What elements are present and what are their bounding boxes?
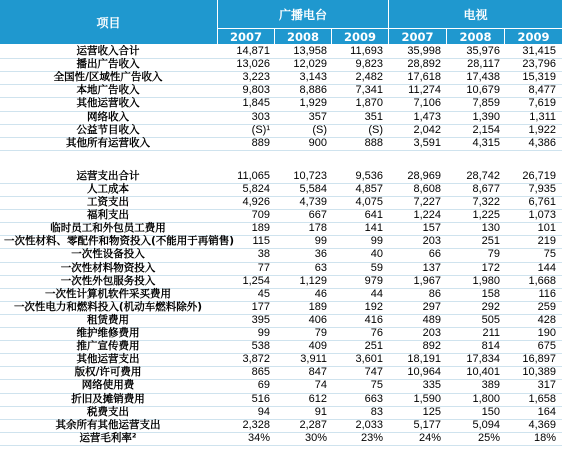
row-value: 3,601: [355, 353, 383, 366]
row-value: 489: [422, 313, 441, 326]
row-value: 5,584: [299, 182, 327, 195]
row-value: 4,926: [242, 196, 270, 208]
row-value: 13,958: [293, 45, 327, 57]
table-row: [0, 111, 562, 124]
table-row: [0, 183, 562, 196]
table-row: [0, 275, 562, 288]
row-value: 1,073: [528, 209, 556, 222]
header-year-label: 2008: [459, 29, 492, 44]
row-value: 747: [364, 366, 383, 379]
table-row: [0, 71, 562, 84]
row-value: 1,390: [472, 110, 500, 123]
row-value: 45: [257, 287, 270, 300]
row-value: 28,892: [407, 58, 441, 71]
header-year-label: 2008: [286, 29, 319, 44]
row-value: 15,319: [522, 71, 556, 84]
row-value: 409: [308, 340, 327, 353]
row-value: 641: [364, 209, 383, 222]
row-value: 1,800: [472, 392, 500, 405]
row-value: 4,075: [355, 196, 383, 208]
table-row: [0, 124, 562, 137]
row-value: 66: [428, 248, 441, 261]
row-value: 3,223: [242, 71, 270, 84]
row-value: 203: [422, 327, 441, 339]
row-value: 24%: [418, 431, 441, 444]
row-value: 7,935: [528, 182, 556, 195]
row-value: 13,026: [236, 58, 270, 71]
table-row: [0, 432, 562, 445]
row-value: 172: [481, 261, 500, 274]
row-value: 892: [422, 340, 441, 353]
row-label: 网络使用费: [81, 379, 135, 392]
table-row: [0, 45, 562, 58]
row-separator: [0, 445, 562, 446]
row-value: 8,477: [528, 84, 556, 97]
row-value: 125: [422, 405, 441, 418]
row-value: 189: [251, 222, 270, 235]
row-label: 版权/许可费用: [74, 366, 142, 379]
row-value: 141: [364, 222, 383, 235]
table-row: [0, 314, 562, 327]
row-value: 211: [482, 327, 500, 339]
row-value: 1,980: [472, 274, 500, 287]
table-row: [0, 84, 562, 97]
row-label: 维护维修费用: [76, 327, 140, 339]
row-value: 428: [537, 313, 556, 326]
row-value: 538: [251, 340, 270, 353]
row-value: 10,679: [466, 84, 500, 97]
row-value: 297: [422, 300, 441, 313]
row-value: 5,094: [472, 418, 500, 431]
row-label: 其他运营收入: [76, 97, 140, 110]
row-value: 158: [481, 287, 500, 300]
row-value: 4,315: [472, 136, 500, 149]
row-value: 865: [251, 366, 270, 379]
header-year-label: 2009: [343, 29, 376, 44]
row-value: 94: [257, 405, 270, 418]
row-value: 28,742: [466, 169, 500, 182]
row-value: 1,473: [413, 110, 441, 123]
row-value: 99: [314, 235, 327, 248]
row-label: 运营支出合计: [76, 169, 140, 182]
header-group-tv: [389, 0, 562, 28]
row-value: 317: [537, 379, 556, 392]
row-value: 8,677: [472, 182, 500, 195]
row-label: 运营收入合计: [76, 45, 140, 57]
table-row: [0, 327, 562, 340]
row-value: 31,415: [522, 45, 556, 57]
row-value: 612: [308, 392, 327, 405]
row-value: 3,591: [413, 136, 441, 149]
row-value: 7,322: [472, 196, 500, 208]
row-value: 1,129: [299, 274, 327, 287]
table-row: [0, 301, 562, 314]
row-value: 26,719: [522, 169, 556, 182]
header-year: [505, 29, 562, 44]
row-value: 115: [252, 235, 270, 248]
row-label: 税费支出: [87, 405, 129, 418]
row-value: 40: [370, 248, 383, 261]
table-row: [0, 222, 562, 235]
row-value: 35,998: [407, 45, 441, 57]
row-value: 101: [537, 222, 556, 235]
row-value: 8,608: [413, 182, 441, 195]
row-value: 888: [364, 136, 383, 149]
row-value: 5,824: [242, 182, 270, 195]
row-label: 福利支出: [87, 209, 129, 222]
row-value: 7,341: [355, 84, 383, 97]
row-value: 10,723: [293, 169, 327, 182]
row-value: 1,922: [528, 123, 556, 136]
row-label: 折旧及摊销费用: [71, 392, 145, 405]
row-value: 25%: [477, 431, 500, 444]
row-value: 1,845: [242, 97, 270, 110]
row-label: 其他所有运营收入: [66, 136, 150, 149]
row-value: 23%: [360, 431, 383, 444]
row-value: 1,225: [472, 209, 500, 222]
row-value: 7,227: [413, 196, 441, 208]
row-value: 4,369: [528, 418, 556, 431]
row-value: 36: [314, 248, 327, 261]
row-label: 一次性材料物资投入: [60, 261, 156, 274]
row-value: 1,254: [242, 274, 270, 287]
row-value: 1,224: [413, 209, 441, 222]
header-group-broadcast: [218, 0, 388, 28]
table-row: [0, 196, 562, 209]
row-value: (S): [312, 123, 327, 136]
row-value: 1,668: [528, 274, 556, 287]
header-group-broadcast-label: 广播电台: [278, 7, 327, 22]
row-value: 77: [257, 261, 270, 274]
row-value: 38: [257, 248, 270, 261]
row-value: 16,897: [522, 353, 556, 366]
row-value: 150: [481, 405, 500, 418]
row-value: 2,042: [413, 123, 441, 136]
row-value: 28,117: [467, 58, 500, 71]
header-year: [389, 29, 446, 44]
table-row: [0, 235, 562, 248]
table-row: [0, 248, 562, 261]
row-label: 一次性材料、零配件和物资投入(不能用于再销售): [4, 235, 235, 248]
row-label: 本地广告收入: [76, 84, 140, 97]
row-value: 1,967: [413, 274, 441, 287]
row-value: 900: [308, 136, 327, 149]
row-value: 4,857: [355, 182, 383, 195]
row-value: 1,590: [413, 392, 441, 405]
row-value: 99: [370, 235, 383, 248]
row-value: 30%: [304, 431, 327, 444]
row-label: 一次性计算机软件采买费用: [45, 287, 171, 300]
row-value: 192: [364, 300, 383, 313]
row-label: 其他运营支出: [76, 353, 140, 366]
row-value: 251: [481, 235, 500, 248]
row-value: 79: [314, 327, 327, 339]
row-value: 9,803: [242, 84, 270, 97]
row-value: 505: [481, 313, 500, 326]
row-value: 395: [251, 313, 270, 326]
row-value: 86: [428, 287, 441, 300]
row-value: 10,964: [407, 366, 441, 379]
row-value: 8,886: [299, 84, 327, 97]
row-value: 178: [308, 222, 327, 235]
row-value: 23,796: [522, 58, 556, 71]
row-value: 4,739: [299, 196, 327, 208]
row-value: 10,389: [522, 366, 556, 379]
row-value: 814: [481, 340, 500, 353]
row-value: 7,619: [528, 97, 556, 110]
row-value: 190: [537, 327, 556, 339]
row-value: 74: [314, 379, 327, 392]
row-value: 9,536: [355, 169, 383, 182]
row-label: 一次性设备投入: [71, 248, 145, 261]
row-value: 18,191: [407, 353, 441, 366]
row-value: 34%: [247, 431, 270, 444]
row-value: 75: [370, 379, 383, 392]
table-row: [0, 379, 562, 392]
table-row: [0, 262, 562, 275]
row-value: (S)¹: [251, 123, 270, 136]
header-item: [0, 0, 217, 44]
row-label: 网络收入: [87, 110, 129, 123]
row-value: 28,969: [407, 169, 441, 182]
row-value: 516: [251, 392, 270, 405]
row-value: 7,859: [472, 97, 500, 110]
row-value: 7,106: [413, 97, 441, 110]
row-value: 177: [251, 300, 270, 313]
row-value: (S): [368, 123, 383, 136]
row-label: 临时员工和外包员工费用: [50, 222, 166, 235]
row-value: 44: [370, 287, 383, 300]
row-value: 14,871: [236, 45, 270, 57]
row-value: 79: [487, 248, 500, 261]
row-value: 63: [314, 261, 327, 274]
row-value: 11,065: [237, 169, 270, 182]
header-group-tv-label: 电视: [463, 7, 488, 22]
table-row: [0, 58, 562, 71]
row-value: 91: [314, 405, 327, 418]
row-value: 675: [537, 340, 556, 353]
row-value: 157: [422, 222, 441, 235]
row-separator: [0, 150, 562, 151]
row-value: 11,274: [408, 84, 441, 97]
row-value: 137: [422, 261, 441, 274]
table-row: [0, 209, 562, 222]
row-value: 1,929: [299, 97, 327, 110]
row-value: 164: [537, 405, 556, 418]
row-value: 2,328: [242, 418, 270, 431]
row-value: 406: [308, 313, 327, 326]
table-row: [0, 170, 562, 183]
row-value: 59: [370, 261, 383, 274]
row-value: 17,618: [407, 71, 441, 84]
row-value: 69: [257, 379, 270, 392]
row-label: 运营毛利率²: [79, 431, 137, 444]
row-value: 17,438: [466, 71, 500, 84]
row-value: 416: [364, 313, 383, 326]
row-value: 251: [364, 340, 383, 353]
row-value: 10,401: [466, 366, 500, 379]
row-value: 847: [308, 366, 327, 379]
row-value: 189: [308, 300, 327, 313]
table-row: [0, 406, 562, 419]
row-value: 3,143: [299, 71, 327, 84]
row-value: 663: [364, 392, 383, 405]
header-year-label: 2007: [401, 29, 434, 44]
row-value: 259: [537, 300, 556, 313]
row-value: 2,033: [355, 418, 383, 431]
row-value: 219: [537, 235, 556, 248]
row-value: 1,870: [355, 97, 383, 110]
row-value: 18%: [533, 431, 556, 444]
row-label: 播出广告收入: [76, 58, 140, 71]
table-row: [0, 353, 562, 366]
row-value: 12,029: [293, 58, 327, 71]
row-value: 75: [543, 248, 556, 261]
row-label: 租赁费用: [87, 313, 129, 326]
row-value: 4,386: [528, 136, 556, 149]
row-value: 99: [257, 327, 270, 339]
table-row: [0, 340, 562, 353]
row-value: 357: [308, 110, 327, 123]
table-row: [0, 393, 562, 406]
row-value: 351: [364, 110, 383, 123]
row-value: 303: [251, 110, 270, 123]
row-value: 979: [364, 274, 383, 287]
row-value: 709: [251, 209, 270, 222]
header-year-label: 2007: [229, 29, 262, 44]
row-value: 1,311: [529, 110, 556, 123]
row-value: 2,482: [355, 71, 383, 84]
header-year: [332, 29, 388, 44]
row-value: 389: [481, 379, 500, 392]
header-year: [218, 29, 274, 44]
row-value: 3,911: [300, 353, 327, 366]
row-value: 144: [537, 261, 556, 274]
table-row: [0, 288, 562, 301]
row-value: 17,834: [466, 353, 500, 366]
row-value: 35,976: [466, 45, 500, 57]
row-value: 76: [370, 327, 383, 339]
row-value: 1,658: [528, 392, 556, 405]
row-value: 203: [422, 235, 441, 248]
row-value: 5,177: [413, 418, 441, 431]
row-label: 一次性电力和燃料投入(机动车燃料除外): [13, 300, 203, 313]
table-row: [0, 97, 562, 110]
row-value: 6,761: [528, 196, 556, 208]
row-value: 130: [481, 222, 500, 235]
row-label: 其余所有其他运营支出: [55, 418, 161, 431]
row-value: 116: [538, 287, 556, 300]
row-label: 全国性/区域性广告收入: [53, 71, 163, 84]
row-value: 335: [422, 379, 441, 392]
table-row: [0, 419, 562, 432]
row-label: 公益节目收入: [76, 123, 140, 136]
header-item-label: 项目: [96, 15, 121, 30]
row-value: 83: [370, 405, 383, 418]
row-label: 一次性外包服务投入: [60, 274, 156, 287]
header-year-label: 2009: [517, 29, 550, 44]
header-year: [275, 29, 331, 44]
row-label: 人工成本: [87, 182, 129, 195]
row-value: 46: [314, 287, 327, 300]
table-row: [0, 366, 562, 379]
row-value: 667: [308, 209, 327, 222]
row-value: 889: [251, 136, 270, 149]
row-value: 3,872: [242, 353, 270, 366]
row-value: 9,823: [355, 58, 383, 71]
row-value: 2,287: [299, 418, 327, 431]
row-value: 292: [481, 300, 500, 313]
row-value: 11,693: [350, 45, 383, 57]
header-year: [447, 29, 504, 44]
table-row: [0, 137, 562, 150]
row-label: 推广宣传费用: [76, 340, 140, 353]
row-value: 2,154: [472, 123, 500, 136]
row-label: 工资支出: [87, 196, 129, 208]
